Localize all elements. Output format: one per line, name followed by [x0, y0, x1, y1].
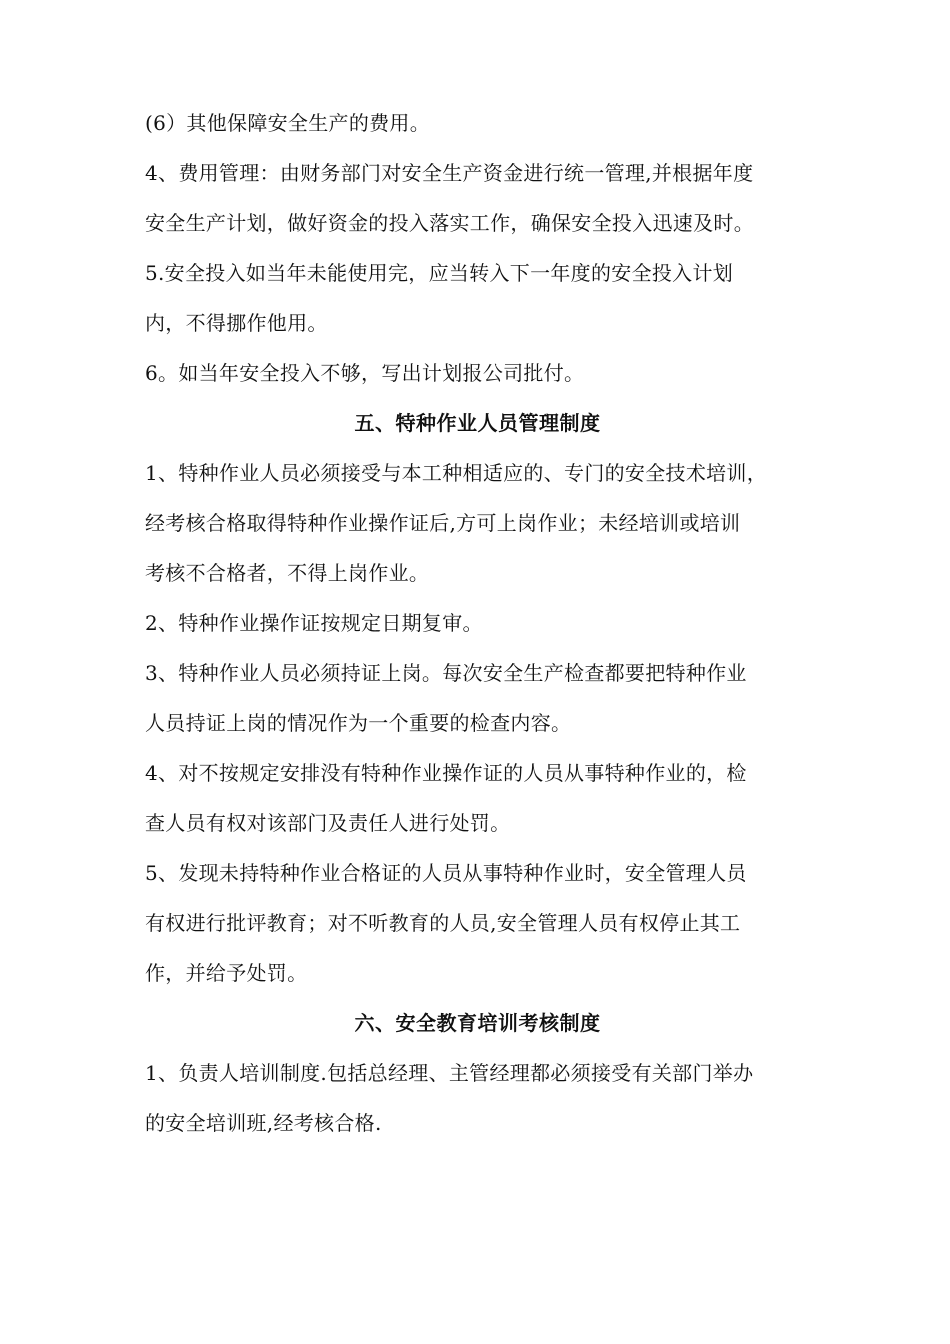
heading-text: 五、特种作业人员管理制度	[354, 411, 601, 435]
paragraph-line: 5.安全投入如当年未能使用完，应当转入下一年度的安全投入计划	[145, 261, 734, 285]
paragraph-line: 的安全培训班,经考核合格.	[145, 1111, 382, 1135]
paragraph	[145, 598, 810, 648]
paragraph	[145, 748, 810, 848]
heading-text: 六、安全教育培训考核制度	[354, 1011, 601, 1035]
document-body	[145, 98, 810, 1148]
paragraph	[145, 848, 810, 998]
paragraph	[145, 98, 810, 148]
section-heading	[145, 398, 810, 448]
paragraph-line: 6。如当年安全投入不够，写出计划报公司批付。	[145, 361, 585, 385]
paragraph-line: 1、特种作业人员必须接受与本工种相适应的、专门的安全技术培训，	[145, 461, 768, 485]
paragraph	[145, 348, 810, 398]
paragraph-line: 4、对不按规定安排没有特种作业操作证的人员从事特种作业的，检	[145, 761, 747, 785]
paragraph	[145, 1048, 810, 1148]
paragraph-line: 3、特种作业人员必须持证上岗。每次安全生产检查都要把特种作业	[145, 661, 747, 685]
paragraph	[145, 248, 810, 348]
paragraph	[145, 648, 810, 748]
paragraph	[145, 448, 810, 598]
paragraph	[145, 148, 810, 248]
paragraph-line: 内，不得挪作他用。	[145, 311, 328, 335]
paragraph-line: 经考核合格取得特种作业操作证后,方可上岗作业；未经培训或培训	[145, 511, 741, 535]
paragraph-line: 有权进行批评教育；对不听教育的人员,安全管理人员有权停止其工	[145, 911, 741, 935]
paragraph-line: 查人员有权对该部门及责任人进行处罚。	[145, 811, 511, 835]
paragraph-line: 安全生产计划，做好资金的投入落实工作，确保安全投入迅速及时。	[145, 211, 754, 235]
section-heading	[145, 998, 810, 1048]
paragraph-line: 考核不合格者，不得上岗作业。	[145, 561, 430, 585]
paragraph-line: 4、费用管理：由财务部门对安全生产资金进行统一管理,并根据年度	[145, 161, 754, 185]
paragraph-line: 2、特种作业操作证按规定日期复审。	[145, 611, 483, 635]
paragraph-line: 1、负责人培训制度.包括总经理、主管经理都必须接受有关部门举办	[145, 1061, 754, 1085]
paragraph-line: 5、发现未持特种作业合格证的人员从事特种作业时，安全管理人员	[145, 861, 747, 885]
paragraph-line: 作，并给予处罚。	[145, 961, 308, 985]
paragraph-line: (6）其他保障安全生产的费用。	[145, 111, 431, 135]
paragraph-line: 人员持证上岗的情况作为一个重要的检查内容。	[145, 711, 572, 735]
